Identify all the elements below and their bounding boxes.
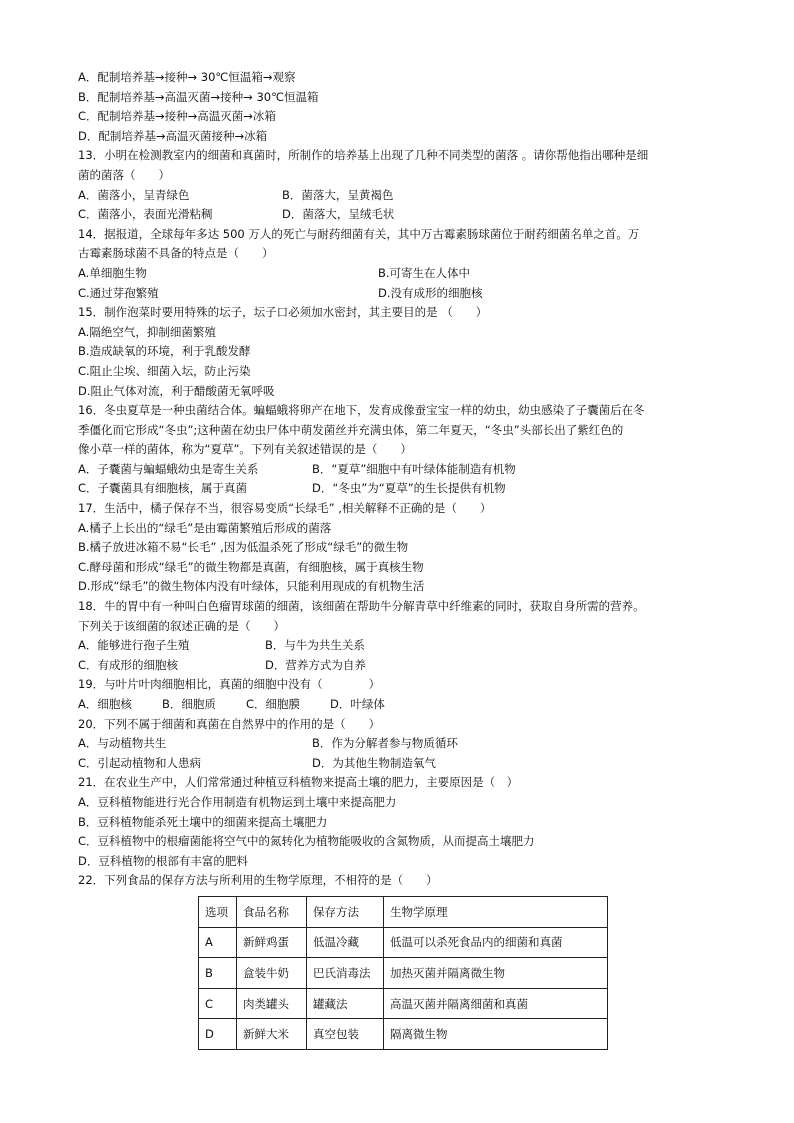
q17-option-c: C.酵母菌和形成“绿毛”的微生物都是真菌，有细胞核，属于真核生物 xyxy=(78,559,424,574)
table-row xyxy=(199,958,608,989)
q15-stem: 15．制作泡菜时要用特殊的坛子，坛子口必须加水密封，其主要目的是 （ ） xyxy=(78,305,488,320)
q18-option-c: C．有成形的细胞核 xyxy=(78,657,179,672)
table-cell: 低温冷藏 xyxy=(307,927,384,958)
table-cell: A xyxy=(199,927,237,958)
q16-option-c: C．子囊菌具有细胞核，属于真菌 xyxy=(78,481,248,496)
q16-stem-line-3: 像小草一样的菌体，称为“夏草”。下列有关叙述错误的是（ ） xyxy=(78,442,412,457)
q19-stem: 19．与叶片叶肉细胞相比，真菌的细胞中没有（ ） xyxy=(78,677,381,692)
q19-option-a: A．细胞核 xyxy=(78,697,132,711)
q12-option-b: B．配制培养基→高温灭菌→接种→ 30℃恒温箱 xyxy=(78,89,319,104)
q16-option-b: B．“夏草”细胞中有叶绿体能制造有机物 xyxy=(312,461,516,476)
q17-stem: 17．生活中，橘子保存不当，很容易变质“长绿毛” ,相关解释不正确的是（ ） xyxy=(78,501,492,516)
q12-option-c: C．配制培养基→接种→高温灭菌→冰箱 xyxy=(78,109,276,124)
table-header-cell: 选项 xyxy=(199,897,237,928)
table-cell: 新鲜鸡蛋 xyxy=(237,927,307,958)
q16-option-a: A．子囊菌与蝙蝠蛾幼虫是寄生关系 xyxy=(78,461,259,476)
q19-option-c: C．细胞膜 xyxy=(246,697,301,711)
q14-option-d: D.没有成形的细胞核 xyxy=(378,285,483,300)
table-row xyxy=(199,1019,608,1050)
q18-option-b: B．与牛为共生关系 xyxy=(265,638,365,653)
q19-options-row xyxy=(78,695,723,715)
q17-option-a: A.橘子上长出的“绿毛”是由霉菌繁殖后形成的菌落 xyxy=(78,520,332,535)
q14-stem-line-2: 古霉素肠球菌不具备的特点是（ ） xyxy=(78,246,274,261)
q20-option-c: C．引起动植物和人患病 xyxy=(78,755,202,770)
q14-stem-line-1: 14．据报道，全球每年多达 500 万人的死亡与耐药细菌有关，其中万古霉素肠球菌位于耐药细菌名单之首。万 xyxy=(78,226,640,241)
q13-option-a: A．菌落小，呈青绿色 xyxy=(78,187,190,202)
q20-stem: 20．下列不属于细菌和真菌在自然界中的作用的是（ ） xyxy=(78,716,381,731)
q15-option-b: B.造成缺氧的环境，利于乳酸发酵 xyxy=(78,344,251,359)
q18-option-d: D．营养方式为自养 xyxy=(265,657,366,672)
q22-stem: 22．下列食品的保存方法与所利用的生物学原理，不相符的是（ ） xyxy=(78,873,438,888)
q21-option-c: C．豆科植物中的根瘤菌能将空气中的氮转化为植物能吸收的含氮物质，从而提高土壤肥力 xyxy=(78,834,535,849)
table-cell: 低温可以杀死食品内的细菌和真菌 xyxy=(384,927,608,958)
q16-options-row-2 xyxy=(78,479,723,499)
q12-option-d: D．配制培养基→高温灭菌接种→冰箱 xyxy=(78,128,268,143)
q13-option-b: B．菌落大，呈黄褐色 xyxy=(282,187,394,202)
table-cell: 肉类罐头 xyxy=(237,988,307,1019)
table-cell: 隔离微生物 xyxy=(384,1019,608,1050)
q16-option-d: D．“冬虫”为“夏草”的生长提供有机物 xyxy=(312,481,506,496)
q13-options-row-1 xyxy=(78,186,723,206)
q12-option-a: A．配制培养基→接种→ 30℃恒温箱→观察 xyxy=(78,70,296,84)
q18-option-a: A．能够进行孢子生殖 xyxy=(78,638,190,653)
q17-option-d: D.形成“绿毛”的微生物体内没有叶绿体，只能利用现成的有机物生活 xyxy=(78,579,425,594)
table-cell: 罐藏法 xyxy=(307,988,384,1019)
question-sheet xyxy=(78,68,723,891)
table-cell: D xyxy=(199,1019,237,1050)
q20-option-d: D．为其他生物制造氧气 xyxy=(312,755,436,770)
q20-options-row-2 xyxy=(78,754,723,774)
table-cell: 巴氏消毒法 xyxy=(307,958,384,989)
q16-stem-line-1: 16．冬虫夏草是一种虫菌结合体。蝙蝠蛾将卵产在地下，发育成像蚕宝宝一样的幼虫，幼虫感染了子囊菌后在冬 xyxy=(78,403,645,418)
table-cell: B xyxy=(199,958,237,989)
table-header-row xyxy=(199,897,608,928)
q15-option-a: A.隔绝空气，抑制细菌繁殖 xyxy=(78,324,216,339)
q21-option-b: B．豆科植物能杀死土壤中的细菌来提高土壤肥力 xyxy=(78,814,328,829)
q13-stem-line-2: 菌的菌落（ ） xyxy=(78,167,170,182)
table-cell: 真空包装 xyxy=(307,1019,384,1050)
q20-option-a: A．与动植物共生 xyxy=(78,736,167,751)
q19-option-d: D．叶绿体 xyxy=(330,697,385,711)
q13-option-c: C．菌落小，表面光滑粘稠 xyxy=(78,207,213,222)
q13-stem-line-1: 13．小明在检测教室内的细菌和真菌时，所制作的培养基上出现了几种不同类型的菌落 。请你帮他指出哪种是细 xyxy=(78,148,649,163)
food-preservation-table xyxy=(198,896,608,1050)
q15-option-d: D.阻止气体对流，利于醋酸菌无氧呼吸 xyxy=(78,383,275,398)
q21-option-d: D．豆科植物的根部有丰富的肥料 xyxy=(78,853,248,868)
table-cell: 高温灭菌并隔离细菌和真菌 xyxy=(384,988,608,1019)
q16-options-row-1 xyxy=(78,460,723,480)
q14-options-row-1 xyxy=(78,264,723,284)
q18-options-row-1 xyxy=(78,636,723,656)
table-header-cell: 食品名称 xyxy=(237,897,307,928)
table-header-cell: 保存方法 xyxy=(307,897,384,928)
table-cell: 新鲜大米 xyxy=(237,1019,307,1050)
q20-options-row-1 xyxy=(78,734,723,754)
table-cell: C xyxy=(199,988,237,1019)
table-cell: 加热灭菌并隔离微生物 xyxy=(384,958,608,989)
table-cell: 盒装牛奶 xyxy=(237,958,307,989)
q14-option-a: A.单细胞生物 xyxy=(78,265,147,280)
q18-stem-line-2: 下列关于该细菌的叙述正确的是（ ） xyxy=(78,618,285,633)
q20-option-b: B．作为分解者参与物质循环 xyxy=(312,736,458,751)
q13-option-d: D．菌落大，呈绒毛状 xyxy=(282,207,395,222)
q21-stem: 21．在农业生产中，人们常常通过种植豆科植物来提高土壤的肥力，主要原因是（ ） xyxy=(78,775,519,790)
q21-option-a: A．豆科植物能进行光合作用制造有机物运到土壤中来提高肥力 xyxy=(78,794,397,809)
table-header-cell: 生物学原理 xyxy=(384,897,608,928)
q16-stem-line-2: 季僵化而它形成“冬虫”;这种菌在幼虫尸体中萌发菌丝并充满虫体，第二年夏天，“冬虫”头部长出了紫红色的 xyxy=(78,422,624,437)
table-row xyxy=(199,988,608,1019)
q17-option-b: B.橘子放进冰箱不易“长毛” ,因为低温杀死了形成“绿毛”的微生物 xyxy=(78,540,409,555)
q18-options-row-2 xyxy=(78,656,723,676)
q13-options-row-2 xyxy=(78,205,723,225)
table-row xyxy=(199,927,608,958)
q14-options-row-2 xyxy=(78,284,723,304)
q15-option-c: C.阻止尘埃、细菌入坛，防止污染 xyxy=(78,363,251,378)
q14-option-b: B.可寄生在人体中 xyxy=(378,265,471,280)
q19-option-b: B．细胞质 xyxy=(162,697,216,711)
q14-option-c: C.通过芽孢繁殖 xyxy=(78,285,159,300)
q18-stem-line-1: 18．牛的胃中有一种叫白色瘤胃球菌的细菌，该细菌在帮助牛分解青草中纤维素的同时，获取自身所需的营养。 xyxy=(78,599,645,614)
